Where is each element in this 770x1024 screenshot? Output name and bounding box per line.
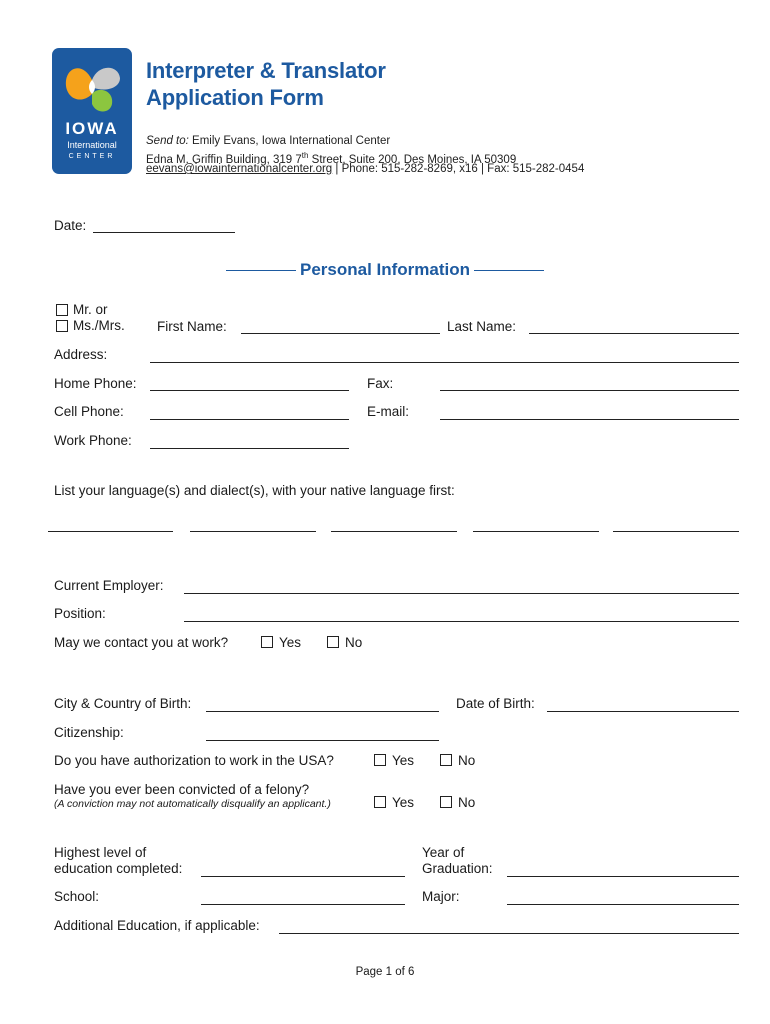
additional-education-field[interactable] [279, 933, 739, 934]
send-to-label: Send to: [146, 135, 189, 147]
first-name-field[interactable] [241, 333, 440, 334]
last-name-label: Last Name: [447, 319, 517, 334]
contact-at-work-no-label: No [345, 635, 363, 650]
address-text-rest: Street, Suite 200, Des Moines, IA 50309 [308, 153, 517, 166]
page-number: Page 1 of 6 [355, 966, 415, 978]
form-title-line1: Interpreter & Translator [146, 58, 386, 83]
address-label: Address: [54, 347, 108, 362]
cell-phone-label: Cell Phone: [54, 404, 124, 419]
felony-no-label: No [458, 795, 476, 810]
section-personal-information [0, 262, 770, 278]
mr-label: Mr. or [73, 302, 108, 317]
employer-field[interactable] [184, 593, 739, 594]
email-field[interactable] [440, 419, 739, 420]
language-field-2[interactable] [190, 531, 316, 532]
first-name-label: First Name: [157, 319, 227, 334]
employer-label: Current Employer: [54, 578, 164, 593]
section-title: Personal Information [299, 260, 471, 279]
major-label: Major: [422, 889, 460, 904]
position-field[interactable] [184, 621, 739, 622]
work-authorization-no-checkbox[interactable] [440, 754, 452, 766]
date-of-birth-label: Date of Birth: [456, 696, 535, 711]
logo-mark-icon [52, 50, 132, 130]
contact-at-work-label: May we contact you at work? [54, 635, 229, 650]
fax-label: Fax: [367, 376, 394, 391]
felony-label: Have you ever been convicted of a felony? [54, 782, 310, 797]
language-field-1[interactable] [48, 531, 173, 532]
ms-mrs-label: Ms./Mrs. [73, 318, 125, 333]
birth-place-label: City & Country of Birth: [54, 696, 192, 711]
language-field-4[interactable] [473, 531, 599, 532]
work-authorization-yes-label: Yes [392, 753, 415, 768]
contact-at-work-yes-checkbox[interactable] [261, 636, 273, 648]
citizenship-label: Citizenship: [54, 725, 124, 740]
felony-note: (A conviction may not automatically disqualify an applicant.) [54, 798, 331, 810]
language-field-3[interactable] [331, 531, 457, 532]
address-ordinal: th [301, 151, 309, 160]
mr-checkbox[interactable] [56, 304, 68, 316]
contact-line [146, 162, 584, 176]
graduation-year-label-2: Graduation: [422, 861, 493, 876]
felony-no-checkbox[interactable] [440, 796, 452, 808]
ms-mrs-checkbox[interactable] [56, 320, 68, 332]
logo-wordmark: IOWA [65, 119, 119, 138]
work-authorization-no-label: No [458, 753, 476, 768]
fax-field[interactable] [440, 390, 739, 391]
phone-fax-text: | Phone: 515-282-8269, x16 | Fax: 515-282-0454 [332, 163, 585, 175]
date-label: Date: [54, 218, 87, 233]
address-field[interactable] [150, 362, 739, 363]
send-to-value: Emily Evans, Iowa International Center [192, 135, 391, 147]
address-text: Edna M. Griffin Building, 319 7 [146, 153, 302, 166]
education-level-label-2: education completed: [54, 861, 183, 876]
citizenship-field[interactable] [206, 740, 439, 741]
work-phone-field[interactable] [150, 448, 349, 449]
additional-education-label: Additional Education, if applicable: [54, 918, 260, 933]
contact-at-work-no-checkbox[interactable] [327, 636, 339, 648]
education-level-label-1: Highest level of [54, 845, 147, 860]
birth-place-field[interactable] [206, 711, 439, 712]
section-rule-left [226, 270, 296, 271]
email-link[interactable]: eevans@iowainternationalcenter.org [146, 163, 333, 175]
language-field-5[interactable] [613, 531, 739, 532]
last-name-field[interactable] [529, 333, 739, 334]
form-title-line2: Application Form [146, 85, 324, 110]
education-level-field[interactable] [201, 876, 405, 877]
iowa-international-center-logo [52, 48, 132, 174]
send-to-line [146, 134, 390, 148]
graduation-year-label-1: Year of [422, 845, 465, 860]
logo-subtext-international: International [67, 140, 117, 150]
graduation-year-field[interactable] [507, 876, 739, 877]
cell-phone-field[interactable] [150, 419, 349, 420]
section-rule-right [474, 270, 544, 271]
email-label: E-mail: [367, 404, 410, 419]
work-phone-label: Work Phone: [54, 433, 132, 448]
position-label: Position: [54, 606, 106, 621]
logo-subtext-center: CENTER [68, 153, 116, 160]
felony-yes-label: Yes [392, 795, 415, 810]
date-field[interactable] [93, 232, 235, 233]
school-label: School: [54, 889, 100, 904]
contact-at-work-yes-label: Yes [279, 635, 302, 650]
home-phone-field[interactable] [150, 390, 349, 391]
major-field[interactable] [507, 904, 739, 905]
school-field[interactable] [201, 904, 405, 905]
work-authorization-label: Do you have authorization to work in the USA? [54, 753, 334, 768]
felony-yes-checkbox[interactable] [374, 796, 386, 808]
home-phone-label: Home Phone: [54, 376, 137, 391]
work-authorization-yes-checkbox[interactable] [374, 754, 386, 766]
languages-label: List your language(s) and dialect(s), with your native language first: [54, 483, 455, 498]
date-of-birth-field[interactable] [547, 711, 739, 712]
